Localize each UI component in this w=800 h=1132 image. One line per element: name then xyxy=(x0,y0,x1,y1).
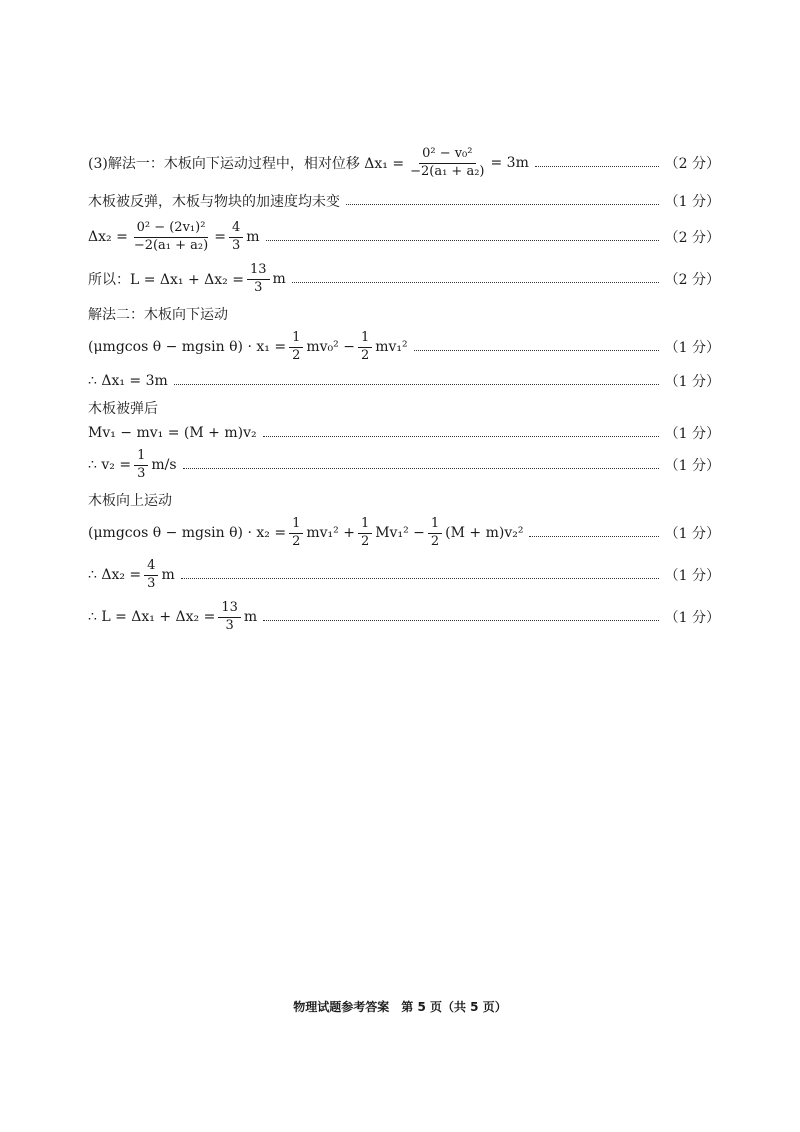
line-6-frac-num: 1 xyxy=(289,331,303,348)
leader-dots xyxy=(292,282,659,283)
line-12-mid2: Mv₁² − xyxy=(375,525,425,541)
line-9-score: （1 分） xyxy=(664,426,720,442)
line-10-tail: m/s xyxy=(151,457,177,473)
answer-line-13 xyxy=(88,558,720,592)
line-12-fraction-3 xyxy=(428,517,442,550)
line-14-frac-num: 13 xyxy=(218,601,241,618)
leader-dots xyxy=(266,240,659,241)
line-3-frac2-den: 3 xyxy=(231,237,241,253)
line-3-score: （2 分） xyxy=(664,230,720,246)
leader-dots xyxy=(181,578,659,579)
answer-line-12 xyxy=(88,516,720,550)
line-6-frac2-num: 1 xyxy=(358,331,372,348)
line-6-lead: (μmgcos θ − mgsin θ) · x₁ = xyxy=(88,339,287,355)
answer-line-9 xyxy=(88,416,720,450)
answer-line-6 xyxy=(88,330,720,364)
rebound-heading: 木板被弹后 xyxy=(88,401,158,417)
leader-dots xyxy=(263,620,658,621)
line-3-fraction-2 xyxy=(229,221,243,254)
line-14-score: （1 分） xyxy=(664,610,720,626)
method-two-heading: 解法二：木板向下运动 xyxy=(88,307,228,323)
line-1-tail: = 3m xyxy=(490,155,529,171)
leader-dots xyxy=(346,204,659,205)
answer-line-14 xyxy=(88,600,720,634)
line-3-frac-den: −2(a₁ + a₂) xyxy=(133,237,209,253)
line-4-score: （2 分） xyxy=(664,272,720,288)
line-7-lead: ∴ Δx₁ = 3m xyxy=(88,373,168,389)
line-13-frac-den: 3 xyxy=(147,575,156,591)
line-12-lead: (μmgcos θ − mgsin θ) · x₂ = xyxy=(88,525,287,541)
line-6-fraction-2 xyxy=(358,331,372,364)
line-3-tail: m xyxy=(246,229,260,245)
line-3-frac-num: 0² − (2v₁)² xyxy=(134,221,209,238)
line-12-tail: (M + m)v₂² xyxy=(445,525,524,541)
line-10-frac-den: 3 xyxy=(137,465,146,481)
answer-line-2 xyxy=(88,184,720,218)
line-2-lead: 木板被反弹，木板与物块的加速度均未变 xyxy=(88,194,340,210)
leader-dots xyxy=(529,536,658,537)
leader-dots xyxy=(263,436,659,437)
line-12-frac3-den: 2 xyxy=(430,533,440,549)
line-4-tail: m xyxy=(272,271,286,287)
line-12-frac3-num: 1 xyxy=(428,517,442,534)
line-10-lead: ∴ v₂ = xyxy=(88,457,132,473)
line-4-frac-den: 3 xyxy=(254,279,263,295)
line-4-fraction xyxy=(247,263,270,296)
line-13-fraction xyxy=(144,559,158,592)
line-12-mid: mv₁² + xyxy=(306,525,355,541)
line-1-frac-den: −2(a₁ + a₂) xyxy=(410,163,485,179)
line-10-fraction xyxy=(134,449,148,482)
answer-line-3 xyxy=(88,220,720,254)
line-12-frac-num: 1 xyxy=(289,517,303,534)
line-6-frac-den: 2 xyxy=(292,347,301,363)
leader-dots xyxy=(414,350,659,351)
leader-dots xyxy=(183,468,659,469)
line-13-score: （1 分） xyxy=(664,568,720,584)
line-6-score: （1 分） xyxy=(664,340,720,356)
line-14-lead: ∴ L = Δx₁ + Δx₂ = xyxy=(88,609,216,625)
line-6-mid: mv₀² − xyxy=(306,339,355,355)
answer-line-1 xyxy=(88,146,720,180)
line-12-frac2-num: 1 xyxy=(358,517,372,534)
page-footer: 物理试题参考答案 第 5 页（共 5 页） xyxy=(293,1000,507,1014)
answer-line-4 xyxy=(88,262,720,296)
line-12-frac2-den: 2 xyxy=(360,533,370,549)
leader-dots xyxy=(174,384,659,385)
line-1-frac-num: 0² − v₀² xyxy=(419,147,475,164)
line-1-lead: (3)解法一：木板向下运动过程中，相对位移 Δx₁ = xyxy=(88,156,405,172)
line-6-tail: mv₁² xyxy=(375,339,408,355)
line-13-tail: m xyxy=(161,567,175,583)
line-9-lead: Mv₁ − mv₁ = (M + m)v₂ xyxy=(88,425,257,441)
line-2-score: （1 分） xyxy=(664,194,720,210)
line-3-mid: = xyxy=(214,229,226,245)
line-3-fraction-1 xyxy=(131,221,211,254)
line-7-score: （1 分） xyxy=(664,374,720,390)
line-1-fraction xyxy=(407,147,487,180)
line-13-lead: ∴ Δx₂ = xyxy=(88,567,142,583)
line-14-fraction xyxy=(218,601,241,634)
answer-line-10 xyxy=(88,448,720,482)
line-3-frac2-num: 4 xyxy=(229,221,243,238)
line-6-fraction-1 xyxy=(289,331,303,364)
answer-line-7 xyxy=(88,364,720,398)
line-14-tail: m xyxy=(243,609,258,625)
leader-dots xyxy=(535,166,659,167)
line-4-lead: 所以：L = Δx₁ + Δx₂ = xyxy=(88,272,244,288)
line-10-score: （1 分） xyxy=(664,458,720,474)
line-12-frac-den: 2 xyxy=(292,533,301,549)
line-13-frac-num: 4 xyxy=(144,559,158,576)
line-10-frac-num: 1 xyxy=(134,449,148,466)
line-1-score: （2 分） xyxy=(664,156,720,172)
line-12-score: （1 分） xyxy=(664,526,720,542)
line-4-frac-num: 13 xyxy=(247,263,270,280)
line-12-fraction-1 xyxy=(289,517,303,550)
line-3-lead: Δx₂ = xyxy=(88,229,128,245)
upward-heading: 木板向上运动 xyxy=(88,493,172,509)
line-14-frac-den: 3 xyxy=(225,617,234,633)
line-6-frac2-den: 2 xyxy=(360,347,370,363)
line-12-fraction-2 xyxy=(358,517,372,550)
